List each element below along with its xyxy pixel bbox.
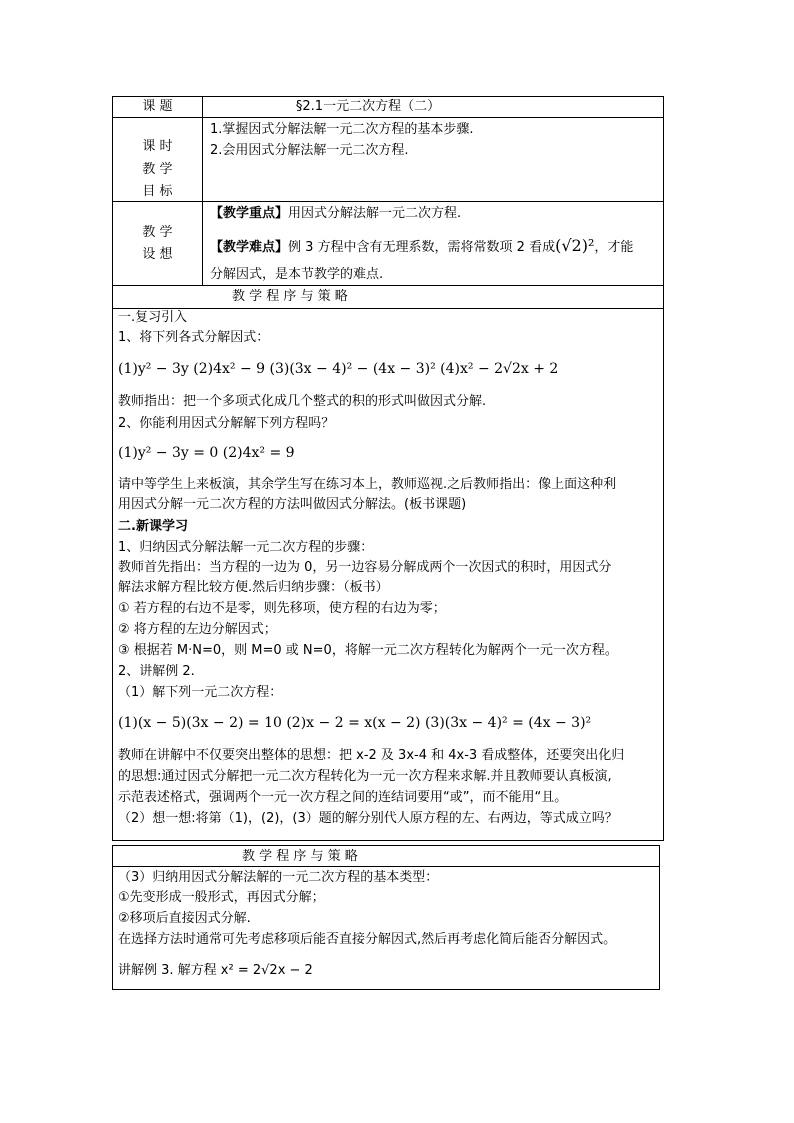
row-divider: [112, 308, 664, 309]
teacher-note-3c: 示范表述格式，强调两个一元一次方程之间的连结词要用“或”，而不能用“且。: [118, 790, 568, 805]
teacher-note-3b: 的思想:通过因式分解把一元二次方程转化为一元一次方程来求解.并且教师要认真板演,: [118, 769, 612, 784]
column-divider: [202, 96, 203, 285]
example-2-equations: (1)(x − 5)(3x − 2) = 10 (2)x − 2 = x(x − 2) (3)(3x − 4)² = (4x − 3)²: [118, 715, 592, 731]
key-point: [210, 206, 461, 222]
difficulty-math: (√2)²: [555, 236, 595, 255]
step-3: ③ 根据若 M·N=0，则 M=0 或 N=0，将解一元二次方程转化为解两个一元一次方程。: [118, 643, 618, 658]
types-title: （3）归纳用因式分解法解的一元二次方程的基本类型：: [118, 870, 439, 885]
design-label-line2: 设 想: [142, 247, 173, 262]
review-q1-expressions: (1)y² − 3y (2)4x² − 9 (3)(3x − 4)² − (4x − 3)² (4)x² − 2√2x + 2: [118, 361, 559, 377]
topic-title: §2.1一元二次方程（二）: [295, 99, 441, 114]
goal-item-2: 2.会用因式分解法解一元二次方程.: [210, 143, 409, 158]
example-2-prompt: （1）解下列一元二次方程：: [118, 685, 283, 700]
difficulty-text-a: 例 3 方程中含有无理系数，需将常数项 2 看成: [288, 240, 556, 255]
table2-border-top: [112, 845, 660, 846]
table-border-top: [112, 96, 664, 97]
row-divider: [112, 285, 664, 286]
step-2: ② 将方程的左边分解因式；: [118, 622, 277, 637]
table-border-bottom: [112, 840, 664, 841]
steps-intro-a: 教师首先指出：当方程的一边为 0，另一边容易分解成两个一次因式的积时，用因式分: [118, 560, 612, 575]
example-2-title: 2、讲解例 2.: [118, 664, 195, 679]
difficulty-text-c: 分解因式，是本节教学的难点.: [210, 267, 384, 282]
row-divider: [112, 117, 664, 118]
table-border-left: [112, 96, 113, 841]
teacher-note-2b: 用因式分解一元二次方程的方法叫做因式分解法。(板书课题): [118, 497, 467, 512]
teacher-note-1: 教师指出：把一个多项式化成几个整式的积的形式叫做因式分解.: [118, 394, 487, 409]
table2-border-bottom: [112, 989, 660, 990]
review-q2: 2、你能利用因式分解解下列方程吗？: [118, 416, 335, 431]
type-2: ②移项后直接因式分解.: [118, 911, 251, 926]
row-divider: [112, 201, 664, 202]
topic-label: 课 题: [142, 99, 173, 114]
type-1: ①先变形成一般形式，再因式分解；: [118, 890, 325, 905]
section-new-learning: 二.新课学习: [118, 519, 188, 534]
section-review: 一.复习引入: [118, 310, 188, 325]
step-1: ① 若方程的右边不是零，则先移项，使方程的右边为零；: [118, 601, 446, 616]
goals-label-line2: 教 学: [142, 162, 173, 177]
steps-title: 1、归纳因式分解法解一元二次方程的步骤：: [118, 540, 374, 555]
steps-intro-b: 解法求解方程比较方便.然后归纳步骤：（板书）: [118, 580, 389, 595]
key-point-text: 用因式分解法解一元二次方程.: [288, 206, 462, 221]
review-q1: 1、将下列各式分解因式：: [118, 330, 270, 345]
key-point-tag: 【教学重点】: [210, 206, 289, 221]
difficulty-point: [210, 238, 633, 256]
procedure-heading-2: 教 学 程 序 与 策 略: [242, 849, 358, 864]
goals-label-line3: 目 标: [142, 184, 173, 199]
method-advice: 在选择方法时通常可先考虑移项后能否直接分解因式,然后再考虑化简后能否分解因式。: [118, 932, 617, 947]
difficulty-text-b: ，才能: [594, 240, 634, 255]
procedure-heading: 教 学 程 序 与 策 略: [232, 289, 348, 304]
difficulty-tag: 【教学难点】: [210, 240, 289, 255]
think-question: （2）想一想:将第（1)，(2)，(3）题的解分别代人原方程的左、右两边，等式成立吗？: [118, 811, 618, 826]
table2-row-divider: [112, 866, 660, 867]
goal-item-1: 1.掌握因式分解法解一元二次方程的基本步骤.: [210, 122, 474, 137]
goals-label-line1: 课 时: [142, 139, 173, 154]
review-q2-equations: (1)y² − 3y = 0 (2)4x² = 9: [118, 445, 295, 461]
table-border-right: [663, 96, 664, 841]
example-3: 讲解例 3. 解方程 x² = 2√2x − 2: [118, 963, 313, 978]
design-label-line1: 教 学: [142, 225, 173, 240]
teacher-note-2a: 请中等学生上来板演，其余学生写在练习本上，教师巡视.之后教师指出：像上面这种利: [118, 477, 617, 492]
teacher-note-3a: 教师在讲解中不仅要突出整体的思想：把 x-2 及 3x-4 和 4x-3 看成整体，还要突出化归: [118, 748, 625, 763]
